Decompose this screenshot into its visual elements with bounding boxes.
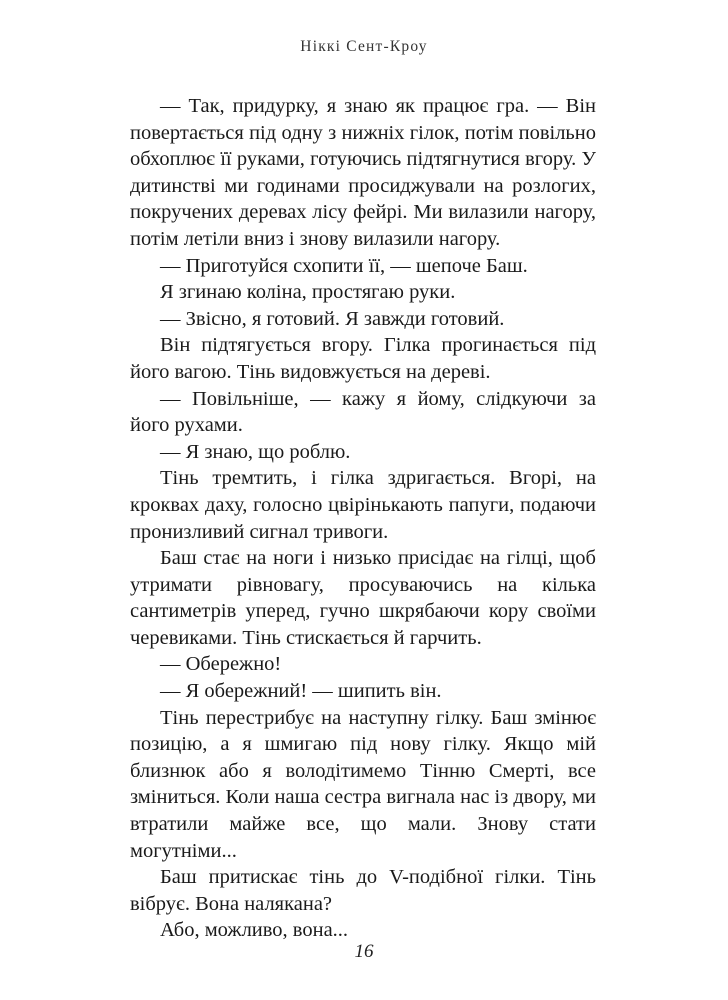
paragraph: Він підтягується вгору. Гілка прогинається під його вагою. Тінь видовжується на дереві. <box>130 334 596 383</box>
paragraph: — Звісно, я готовий. Я завжди готовий. <box>160 307 505 330</box>
running-head: Ніккі Сент-Кроу <box>300 38 428 55</box>
paragraph: — Так, придурку, я знаю як працює гра. — Він повертається під одну з нижніх гілок, потім повільно обхоплює її руками, готуючись підтягнутися вгору. У дитинстві ми годинами просиджували на розлогих, покручених деревах лісу фейрі. Ми вилазили нагору, потім летіли вниз і знову вилазили нагору. <box>130 95 596 250</box>
body-text <box>130 93 596 944</box>
paragraph: Я згинаю коліна, простягаю руки. <box>160 281 456 304</box>
paragraph: — Я знаю, що роблю. <box>160 440 351 463</box>
paragraph: Або, можливо, вона... <box>160 919 349 942</box>
paragraph: — Приготуйся схопити її, — шепоче Баш. <box>160 254 528 277</box>
paragraph: — Я обережний! — шипить він. <box>160 680 442 703</box>
paragraph: Баш притискає тінь до V-подібної гілки. Тінь вібрує. Вона налякана? <box>130 866 596 915</box>
page-number: 16 <box>354 941 374 962</box>
paragraph: Тінь перестрибує на наступну гілку. Баш змінює позицію, а я шмигаю під нову гілку. Якщо мій близнюк або я володітимемо Тінню Смерті, все зміниться. Коли наша сестра вигнала нас із двору, ми втратили майже все, що мали. Знову стати могутніми... <box>130 706 596 862</box>
paragraph: — Повільніше, — кажу я йому, слідкуючи за його рухами. <box>130 387 596 437</box>
paragraph: Тінь тремтить, і гілка здригається. Вгорі, на кроквах даху, голосно цвірінькають папуги, подаючи пронизливий сигнал тривоги. <box>130 467 596 543</box>
paragraph: — Обережно! <box>160 653 282 676</box>
paragraph: Баш стає на ноги і низько присідає на гілці, щоб утримати рівновагу, просуваючись на кілька сантиметрів уперед, гучно шкрябаючи кору своїми черевиками. Тінь стискається й гарчить. <box>130 547 596 649</box>
